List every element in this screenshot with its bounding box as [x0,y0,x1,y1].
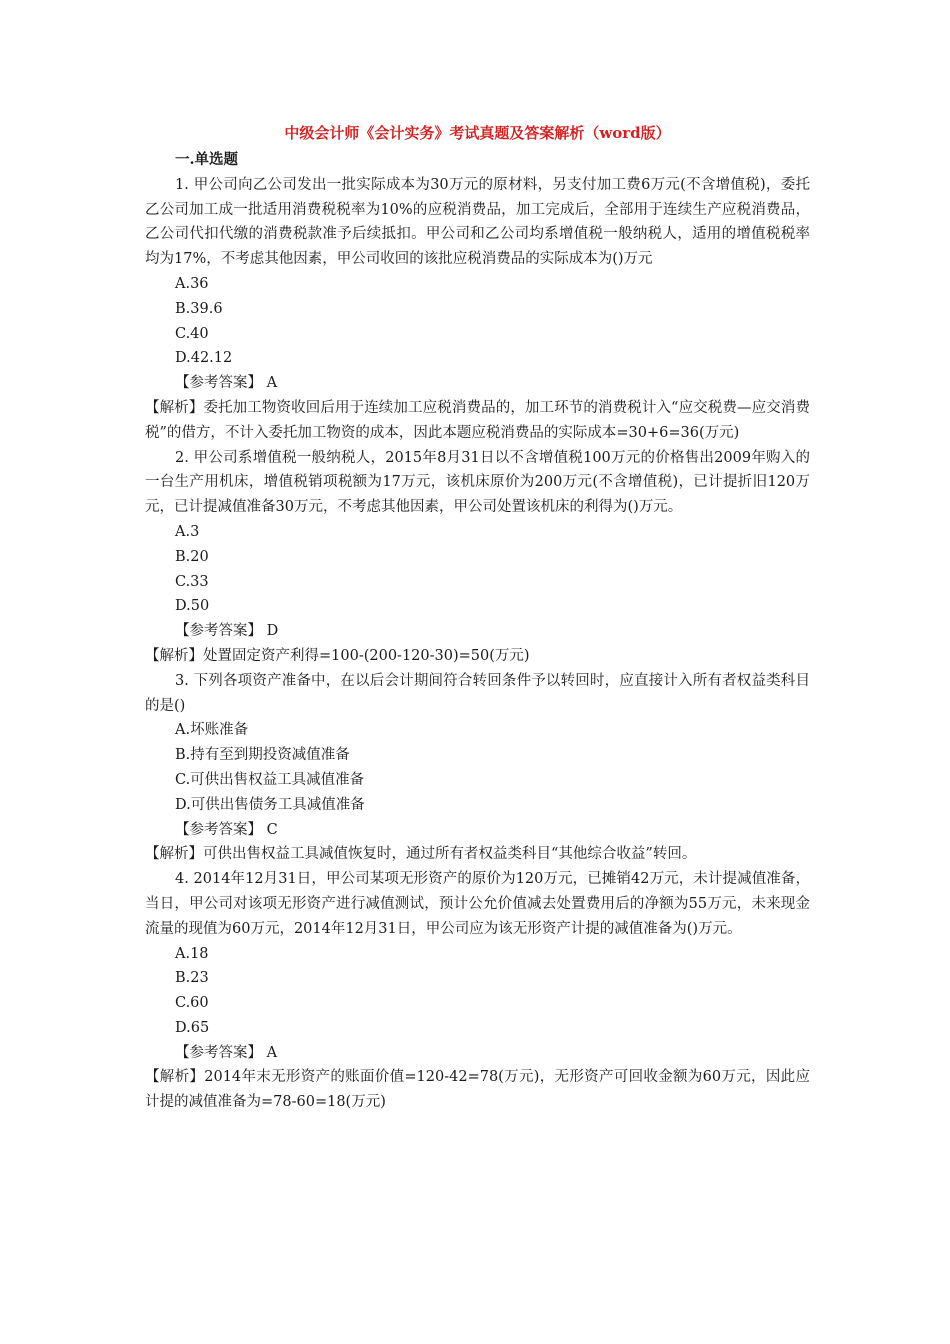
reference-answer: 【参考答案】 A [175,1044,278,1061]
question-block [145,173,810,446]
question-stem: 3. 下列各项资产准备中，在以后会计期间符合转回条件予以转回时，应直接计入所有者权益类科目的是() [145,672,810,714]
option-d: D.可供出售债务工具减值准备 [175,796,365,813]
document-page [145,120,810,1115]
answer-analysis: 【解析】可供出售权益工具减值恢复时，通过所有者权益类科目“其他综合收益”转回。 [145,846,697,863]
answer-analysis: 【解析】2014年末无形资产的账面价值=120-42=78(万元)，无形资产可回收金额为60万元，因此应计提的减值准备为=78-60=18(万元) [145,1069,810,1111]
question-block [145,446,810,669]
option-a: A.坏账准备 [175,722,249,739]
reference-answer: 【参考答案】 D [175,623,279,640]
option-b: B.23 [175,970,209,987]
reference-answer: 【参考答案】 A [175,375,278,392]
question-stem: 1. 甲公司向乙公司发出一批实际成本为30万元的原材料，另支付加工费6万元(不含增值税)，委托乙公司加工成一批适用消费税税率为10%的应税消费品，加工完成后，全部用于连续生产应税消费品，乙公司代扣代缴的消费税款准予后续抵扣。甲公司和乙公司均系增值税一般纳税人，适用的增值税税率均为17%，不考虑其他因素，甲公司收回的该批应税消费品的实际成本为()万元 [145,176,810,268]
option-a: A.18 [175,945,209,962]
option-c: C.33 [175,573,209,590]
answer-analysis: 【解析】处置固定资产利得=100-(200-120-30)=50(万元) [145,647,530,664]
document-title: 中级会计师《会计实务》考试真题及答案解析（word版） [284,124,671,142]
question-block [145,867,810,1115]
option-b: B.20 [175,548,209,565]
option-b: B.39.6 [175,300,223,317]
option-c: C.可供出售权益工具减值准备 [175,771,365,788]
option-c: C.60 [175,995,209,1012]
question-block [145,669,810,867]
option-c: C.40 [175,325,209,342]
option-d: D.50 [175,598,210,615]
option-a: A.3 [175,523,200,540]
reference-answer: 【参考答案】 C [175,821,278,838]
option-b: B.持有至到期投资减值准备 [175,747,350,764]
answer-analysis: 【解析】委托加工物资收回后用于连续加工应税消费品的，加工环节的消费税计入“应交税费—应交消费税”的借方，不计入委托加工物资的成本，因此本题应税消费品的实际成本=30+6=36(万元) [145,399,810,441]
option-d: D.42.12 [175,350,233,367]
option-a: A.36 [175,275,209,292]
option-d: D.65 [175,1019,210,1036]
question-stem: 2. 甲公司系增值税一般纳税人，2015年8月31日以不含增值税100万元的价格售出2009年购入的一台生产用机床，增值税销项税额为17万元，该机床原价为200万元(不含增值税)，已计提折旧120万元，已计提减值准备30万元，不考虑其他因素，甲公司处置该机床的利得为()万元。 [145,449,810,516]
section-heading: 一.单选题 [175,151,239,168]
question-stem: 4. 2014年12月31日，甲公司某项无形资产的原价为120万元，已摊销42万元，未计提减值准备，当日，甲公司对该项无形资产进行减值测试，预计公允价值减去处置费用后的净额为55万元，未来现金流量的现值为60万元，2014年12月31日，甲公司应为该无形资产计提的减值准备为()万元。 [145,871,810,937]
